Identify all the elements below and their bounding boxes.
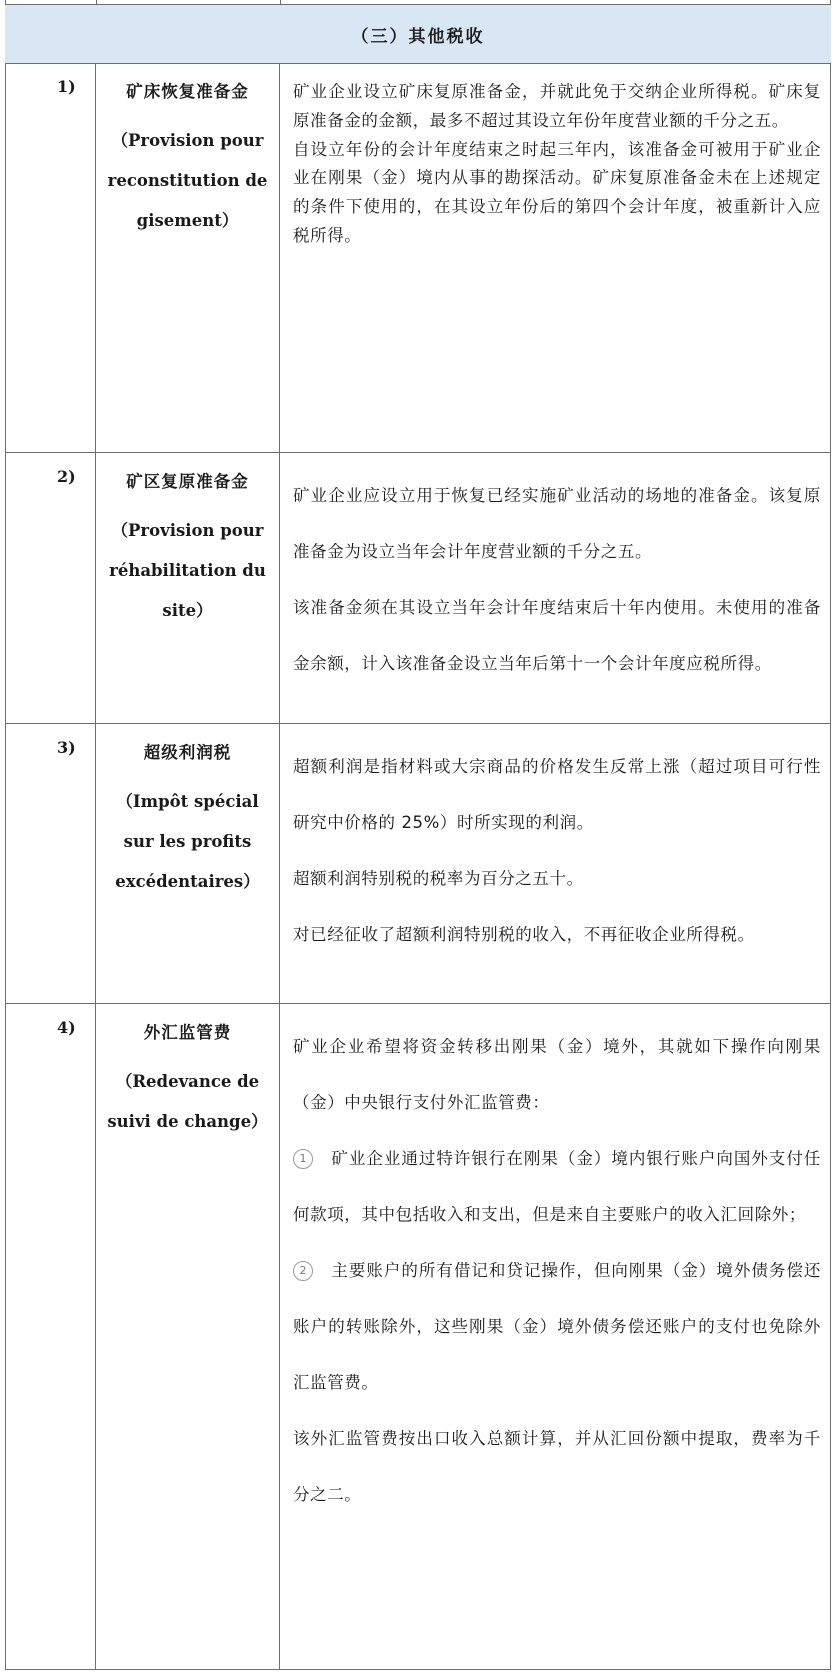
list-item xyxy=(293,1243,821,1411)
paragraph: 自设立年份的会计年度结束之时起三年内，该准备金可被用于矿业企业在刚果（金）境内从事的勘探活动。矿床复原准备金未在上述规定的条件下使用的，在其设立年份后的第四个会计年度，被重新计入应税所得。 xyxy=(293,139,821,245)
paragraph: 对已经征收了超额利润特别税的收入，不再征收企业所得税。 xyxy=(293,925,755,944)
item-name-zh: 外汇监管费 xyxy=(143,1023,232,1042)
item-name-zh: 矿区复原准备金 xyxy=(126,472,249,491)
list-item-text: 主要账户的所有借记和贷记操作，但向刚果（金）境外债务偿还账户的转账除外，这些刚果（金）境外债务偿还账户的支付也免除外汇监管费。 xyxy=(293,1261,821,1392)
item-description-cell xyxy=(280,1004,831,1670)
item-name-fr: （Provision pour reconstitution de gisement） xyxy=(107,131,268,230)
item-name-cell xyxy=(96,1004,280,1670)
row-number-cell xyxy=(5,63,96,452)
item-name-fr: （Provision pour réhabilitation du site） xyxy=(109,521,266,620)
row-number: 1) xyxy=(57,77,76,96)
section-title: （三）其他税收 xyxy=(351,26,485,47)
table-row xyxy=(5,63,831,453)
paragraph: 超额利润是指材料或大宗商品的价格发生反常上涨（超过项目可行性研究中价格的 25%）时所实现的利润。 xyxy=(293,757,821,832)
table-row xyxy=(5,453,831,724)
item-name-zh: 超级利润税 xyxy=(143,743,232,762)
row-number: 4) xyxy=(57,1018,76,1037)
table-row xyxy=(5,724,831,1004)
paragraph: 矿业企业应设立用于恢复已经实施矿业活动的场地的准备金。该复原准备金为设立当年会计年度营业额的千分之五。 xyxy=(293,486,821,561)
row-number: 3) xyxy=(57,738,76,757)
circled-number-marker: 2 xyxy=(293,1261,313,1281)
section-header xyxy=(5,4,831,64)
paragraph: 矿业企业设立矿床复原准备金，并就此免于交纳企业所得税。矿床复原准备金的金额，最多不超过其设立年份年度营业额的千分之五。 xyxy=(293,82,821,130)
list-item-text: 矿业企业通过特许银行在刚果（金）境内银行账户向国外支付任何款项，其中包括收入和支出，但是来自主要账户的收入汇回除外； xyxy=(293,1149,821,1224)
item-name-cell xyxy=(96,453,280,723)
item-name-cell xyxy=(96,724,280,1003)
row-number-cell xyxy=(5,724,96,1003)
table-row xyxy=(5,1004,831,1670)
paragraph: 该准备金须在其设立当年会计年度结束后十年内使用。未使用的准备金余额，计入该准备金设立当年后第十一个会计年度应税所得。 xyxy=(293,598,821,673)
item-description-cell xyxy=(280,453,831,723)
paragraph: 该外汇监管费按出口收入总额计算，并从汇回份额中提取，费率为千分之二。 xyxy=(293,1429,821,1504)
row-number-cell xyxy=(5,1004,96,1670)
item-description-cell xyxy=(280,724,831,1003)
item-description-cell xyxy=(280,63,831,452)
paragraph: 超额利润特别税的税率为百分之五十。 xyxy=(293,869,584,888)
circled-number-marker: 1 xyxy=(293,1149,313,1169)
paragraph: 矿业企业希望将资金转移出刚果（金）境外，其就如下操作向刚果（金）中央银行支付外汇监管费： xyxy=(293,1037,821,1112)
item-name-cell xyxy=(96,63,280,452)
row-number-cell xyxy=(5,453,96,723)
item-name-fr: （Impôt spécial sur les profits excédentaires） xyxy=(115,792,260,891)
item-name-fr: （Redevance de suivi de change） xyxy=(107,1072,268,1131)
list-item xyxy=(293,1131,821,1243)
row-number: 2) xyxy=(57,467,76,486)
item-name-zh: 矿床恢复准备金 xyxy=(126,82,249,101)
